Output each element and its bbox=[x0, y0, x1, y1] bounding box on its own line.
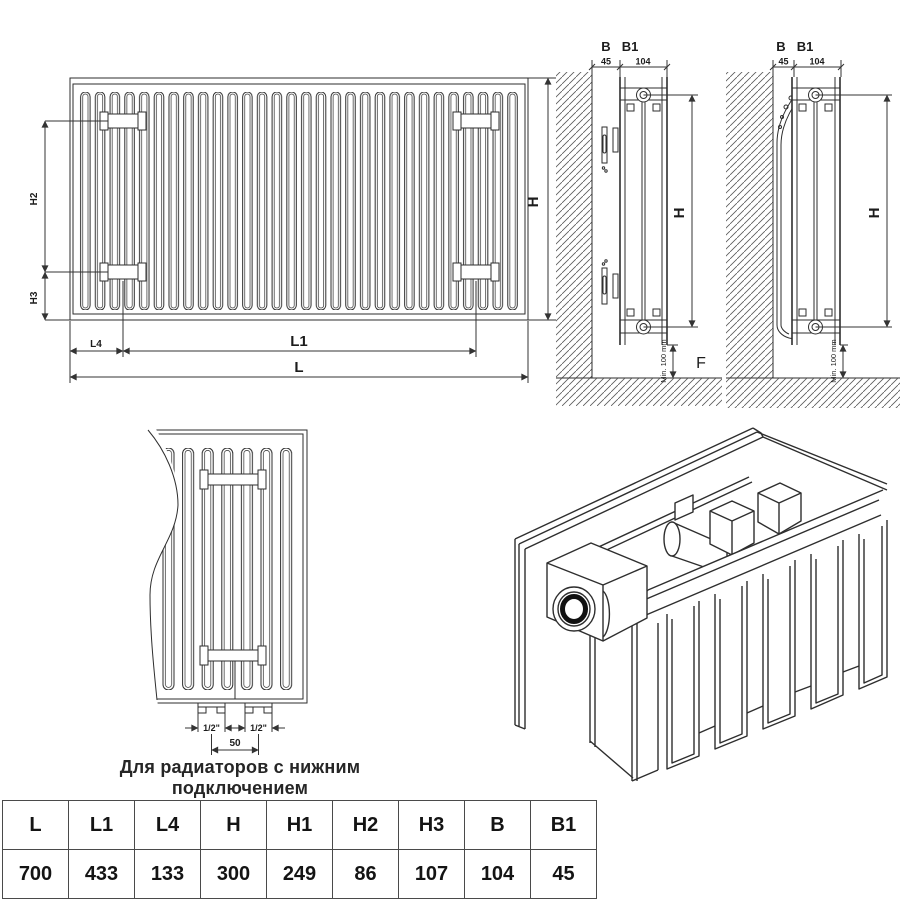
bracket-bottom-right bbox=[453, 263, 499, 281]
table-value-cell: 249 bbox=[267, 850, 333, 899]
label-b1: B1 bbox=[796, 39, 814, 54]
front-view-diagram bbox=[28, 58, 560, 394]
table-value-cell: 107 bbox=[399, 850, 465, 899]
connection-manifold bbox=[547, 543, 647, 641]
wall-hatch bbox=[726, 72, 773, 378]
dim-label-l4: L4 bbox=[90, 339, 102, 350]
dim-label-h2: H2 bbox=[29, 192, 40, 206]
radiator-side-profile bbox=[792, 77, 840, 345]
dim-label-h3: H3 bbox=[29, 291, 40, 305]
panel-left-end bbox=[590, 633, 633, 778]
label-f: F bbox=[696, 355, 706, 372]
wall-bracket-upper bbox=[602, 127, 618, 172]
table-header-cell: H bbox=[201, 801, 267, 850]
table-value-cell: 45 bbox=[531, 850, 597, 899]
label-b: B bbox=[601, 39, 611, 54]
table-header-cell: L1 bbox=[69, 801, 135, 850]
isometric-cutaway-view bbox=[495, 413, 900, 790]
table-value-cell: 133 bbox=[135, 850, 201, 899]
bracket-top-right bbox=[453, 112, 499, 130]
caption-text: Для радиаторов с нижним подключением bbox=[119, 757, 361, 798]
dim-h: H bbox=[866, 207, 883, 219]
wall-bracket-lower bbox=[602, 260, 618, 304]
table-header-cell: L4 bbox=[135, 801, 201, 850]
table-value-cell: 86 bbox=[333, 850, 399, 899]
dim-104: 104 bbox=[809, 56, 825, 67]
dim-min-100: Min. 100 mm bbox=[829, 339, 838, 383]
top-cut-block-1 bbox=[710, 501, 754, 555]
table-header-cell: B bbox=[465, 801, 531, 850]
label-b1: B1 bbox=[621, 39, 639, 54]
dim-label-h: H bbox=[525, 196, 542, 208]
dim-104: 104 bbox=[635, 56, 651, 67]
table-header-cell: L bbox=[3, 801, 69, 850]
bottom-connections bbox=[198, 703, 272, 713]
dimensions-table bbox=[2, 800, 597, 899]
dim-h: H bbox=[671, 207, 688, 219]
dim-45: 45 bbox=[600, 56, 612, 67]
bottom-connection-view bbox=[60, 408, 320, 758]
table-header-row bbox=[3, 801, 597, 850]
dim-label-l1: L1 bbox=[290, 333, 308, 350]
table-value-cell: 300 bbox=[201, 850, 267, 899]
top-cut-block-2 bbox=[758, 483, 801, 534]
table-header-cell: H3 bbox=[399, 801, 465, 850]
floor-hatch bbox=[726, 378, 900, 408]
dim-half-inch-right: 1/2" bbox=[250, 723, 267, 733]
dim-45: 45 bbox=[778, 56, 789, 67]
floor-hatch bbox=[556, 378, 722, 406]
partial-radiator bbox=[115, 422, 307, 707]
side-views-diagram bbox=[548, 28, 900, 420]
table-value-row bbox=[3, 850, 597, 899]
wall-hatch bbox=[556, 72, 592, 378]
table-header-cell: H1 bbox=[267, 801, 333, 850]
label-b: B bbox=[776, 39, 786, 54]
table-header-cell: B1 bbox=[531, 801, 597, 850]
table-header-cell: H2 bbox=[333, 801, 399, 850]
radiator-side-profile bbox=[620, 77, 667, 345]
dim-half-inch-left: 1/2" bbox=[203, 723, 220, 733]
side-view-left bbox=[556, 39, 722, 406]
table-value-cell: 700 bbox=[3, 850, 69, 899]
table-value-cell: 433 bbox=[69, 850, 135, 899]
dim-50: 50 bbox=[229, 738, 241, 749]
side-view-right bbox=[726, 39, 900, 408]
dim-label-l: L bbox=[294, 359, 304, 376]
dim-min-100: Min. 100 mm bbox=[659, 339, 668, 383]
table-value-cell: 104 bbox=[465, 850, 531, 899]
connection-dimensions bbox=[185, 713, 285, 755]
